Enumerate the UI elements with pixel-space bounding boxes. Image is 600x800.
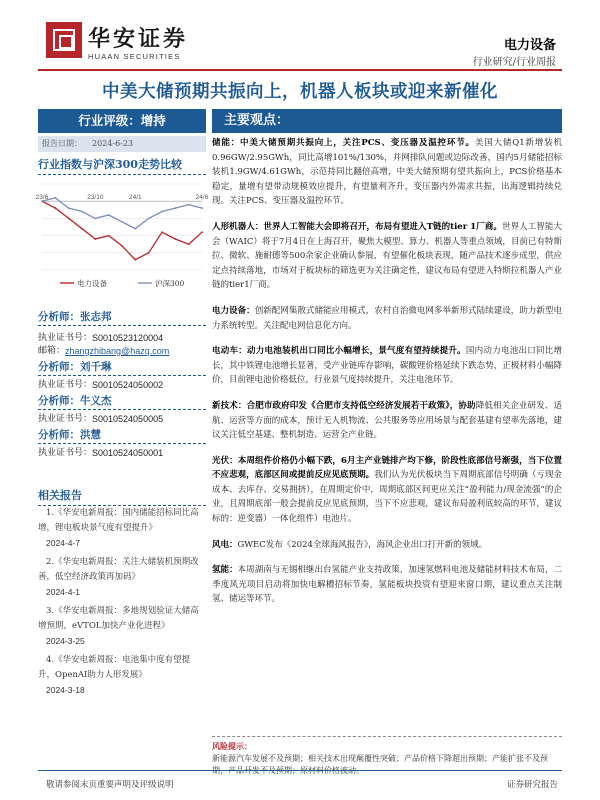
series-line-power-equipment — [42, 201, 202, 260]
logo-english-name: HUAAN SECURITIES — [88, 52, 181, 61]
view-body: 本周湖南与无锡相继出台氢能产业支持政策，加速氢燃料电池及储能材料技术布局，二季度风光项目启动将加快电解槽招标节奏，氢能板块投资有望迎来窗口期，建议重点关注制氢、储运等环节。 — [212, 565, 562, 605]
analyst-role-label: 分析师： — [38, 395, 80, 407]
analyst-list — [38, 310, 206, 460]
view-lead: 电力设备： — [212, 305, 255, 316]
report-title: 中美大储预期共振向上，机器人板块或迎来新催化 — [102, 82, 498, 102]
view-hydrogen — [212, 563, 562, 607]
analyst-name — [38, 428, 206, 444]
related-report-date: 2024-4-7 — [46, 538, 81, 548]
data-point — [174, 238, 176, 240]
view-lead: 氢能： — [212, 565, 238, 576]
logo-chinese-name: 华安证券 — [88, 26, 189, 52]
view-ev — [212, 344, 562, 388]
view-body: 降低相关企业研发、适航、运营等方面的成本，预计无人机物流、公共服务等应用场景与配套基建有望率先落地，建议关注低空基建、整机制造、运营全产业链。 — [212, 400, 562, 441]
email-label: 邮箱： — [38, 346, 66, 356]
analyst-block — [38, 310, 206, 358]
analyst-name — [38, 360, 206, 376]
data-point — [188, 243, 190, 245]
view-new-tech — [212, 399, 562, 443]
view-body: 创新配网集散式储能应用模式，农村自治微电网多举新形式陆续建设，助力新型电力系统转型。关注配电网信息化方向。 — [212, 305, 562, 331]
report-date — [38, 136, 206, 152]
view-body: 美国大储Q1新增装机0.96GW/2.95GWh，同比高增101%/130%，并网排队问题或边际改善，国内5月储能招标装机1.9GW/4.61GWh，示范持同比翻倍高增，中美大储预期有望共振向上，PCS价格基本稳定，量增有望带动规模效应提升，有望量利齐升，变压器内外需求共振，出海逻辑持续兑现。关注PCS、变压器及温控环节。 — [212, 138, 562, 207]
data-point — [94, 218, 96, 220]
view-body: 我们认为光伏板块当下周期底部信号明确（亏现金成本、去库存、交易拥挤），在周期定价中，周期底部区间更应关注“盈利能力/现金流强”的企业，且周期底部一般会提前反应见底预期，当下不应悲观，建议布局盈利底较高的环节，建议标的：逆变器）一体化组件）电池片。 — [212, 470, 562, 525]
x-tick-label: 24/1 — [129, 194, 142, 202]
risk-text: 新能源汽车发展不及预期；相关技术出现颠覆性突破；产品价格下降超出预期；产能扩张不及预期，产品开发不及预期；原材料价格波动。 — [212, 753, 548, 775]
cert-label: 执业证书号： — [38, 380, 93, 390]
x-tick-label: 23/10 — [87, 194, 104, 202]
analyst-role-label: 分析师： — [38, 361, 80, 373]
sector-label: 电力设备 — [503, 38, 556, 53]
data-point — [201, 207, 203, 209]
related-report-item[interactable] — [38, 555, 206, 600]
main-views-body — [212, 136, 562, 618]
related-report-title: 4.《华安电新周报：电池集中度有望提升，OpenAI助力人形发展》 — [38, 655, 191, 680]
data-point — [148, 218, 150, 220]
data-point — [68, 207, 70, 209]
analyst-email-link[interactable]: zhangzhibang@hazq.com — [65, 346, 170, 356]
data-point — [54, 207, 56, 209]
view-lead: 光伏：本周组件价格仍小幅下跌，6月主产业链排产均下修，阶段性底部信号渐强，当下位置不应悲观，底部区间或提前反应见底预期。 — [212, 455, 562, 481]
analyst-name-value: 刘千琳 — [80, 361, 112, 373]
view-lead: 风电： — [212, 539, 238, 550]
related-report-date: 2024-3-18 — [46, 685, 85, 695]
related-reports-heading: 相关报告 — [38, 487, 206, 506]
related-report-item[interactable] — [38, 604, 206, 649]
legend-label: 电力设备 — [77, 279, 107, 288]
chart-heading: 行业指数与沪深300走势比较 — [38, 156, 206, 175]
analyst-role-label: 分析师： — [38, 311, 80, 323]
analyst-cert-row — [38, 447, 206, 460]
report-date-value: 2024-6-23 — [92, 139, 134, 148]
view-lead: 新技术：合肥市政府印发《合肥市支持低空经济发展若干政策》，协助 — [212, 400, 476, 411]
analyst-cert-row — [38, 379, 206, 392]
analyst-name — [38, 394, 206, 410]
analyst-email-row — [38, 345, 206, 358]
related-report-item[interactable] — [38, 653, 206, 698]
data-point — [188, 204, 190, 206]
legend-label: 沪深300 — [155, 279, 185, 288]
view-body: 国内动力电池出口同比增长，其中铁锂电池增长显著，受产业链库存影响，碳酸锂价格延续下跌态势，正极材料小幅降价，目前锂电池价格低位，行业景气度持续提升，关注电池环节。 — [212, 346, 562, 386]
related-report-title: 2.《华安电新周报：关注大储装机预期改善，低空经济政策再加码》 — [38, 557, 199, 582]
report-date-label: 报告日期： — [42, 139, 82, 148]
cert-number: S0010524050002 — [92, 380, 164, 390]
view-lead: 人形机器人：世界人工智能大会即将召开，布局有望进入T链的tier 1厂商。 — [212, 221, 502, 232]
report-header — [0, 0, 600, 74]
related-report-date: 2024-4-1 — [46, 587, 81, 597]
analyst-cert-row — [38, 413, 206, 426]
analyst-block — [38, 360, 206, 392]
data-point — [161, 211, 163, 213]
data-point — [54, 197, 56, 199]
cert-label: 执业证书号： — [38, 448, 93, 458]
analyst-name — [38, 310, 206, 326]
view-lead: 储能：中美大储预期共振向上，关注PCS、变压器及温控环节。 — [212, 138, 475, 148]
risk-heading: 风险提示： — [212, 741, 252, 751]
cert-label: 执业证书号： — [38, 333, 93, 343]
view-wind — [212, 538, 562, 553]
analyst-name-value: 牛义杰 — [80, 395, 112, 407]
x-tick-label: 24/6 — [195, 194, 209, 202]
disclaimer-note: 敬请参阅末页重要声明及评级说明 — [46, 780, 174, 790]
data-point — [81, 211, 83, 213]
analyst-name-value: 张志邦 — [80, 311, 112, 323]
data-point — [94, 238, 96, 240]
page-footer — [38, 770, 562, 790]
cert-number: S0010524050001 — [92, 448, 164, 458]
footer-report-type: 证券研究报告 — [506, 780, 558, 790]
view-storage — [212, 136, 562, 209]
data-point — [68, 218, 70, 220]
index-comparison-chart — [35, 178, 209, 296]
data-point — [201, 231, 203, 233]
view-body: 世界人工智能大会（WAIC）将于7月4日在上海召开，聚焦大模型、算力、机器人等重点领域，目前已有特斯拉、微软、施耐德等500余家企业确认参展，有望催化板块表现，随产品技术逐步成型，供应定点持续落地，市场对于板块标的筛选更为关注确定性，建议布局有望进入特斯拉机器人产业链的tier1厂商。 — [212, 221, 562, 291]
data-point — [121, 245, 123, 247]
related-report-title: 1.《华安电新周报：国内储能招标同比高增，锂电板块景气度有望提升》 — [38, 508, 199, 533]
report-type-label: 行业研究/行业周报 — [472, 57, 556, 68]
main-views-heading: 主要观点： — [212, 109, 562, 133]
analyst-block — [38, 394, 206, 426]
analyst-role-label: 分析师： — [38, 429, 80, 441]
company-logo-icon — [46, 22, 82, 58]
series-line-csi300 — [42, 198, 202, 229]
chart-svg — [35, 178, 209, 296]
analyst-name-value: 洪慧 — [80, 429, 101, 441]
related-reports-list — [38, 506, 206, 702]
data-point — [108, 235, 110, 237]
data-point — [108, 214, 110, 216]
left-column — [35, 156, 209, 460]
data-point — [134, 228, 136, 230]
view-lead: 电动车：动力电池装机出口同比小幅增长，景气度有望持续提升。 — [212, 346, 466, 357]
data-point — [121, 221, 123, 223]
x-tick-label: 23/6 — [35, 194, 49, 202]
data-point — [148, 252, 150, 254]
header-divider — [38, 69, 562, 71]
data-point — [134, 259, 136, 261]
view-photovoltaic — [212, 454, 562, 527]
related-report-date: 2024-3-25 — [46, 636, 85, 646]
related-report-item[interactable] — [38, 506, 206, 551]
cert-number: S0010524050005 — [92, 414, 164, 424]
view-humanoid-robot — [212, 220, 562, 293]
data-point — [161, 231, 163, 233]
related-report-title: 3.《华安电新周报：多地规划验证大储高增预期，eVTOL加快产业化进程》 — [38, 606, 199, 631]
view-body: GWEC发布《2024全球海风报告》，海风企业出口打开新的领域。 — [237, 539, 488, 550]
view-power-equipment — [212, 304, 562, 333]
data-point — [81, 228, 83, 230]
analyst-block — [38, 428, 206, 460]
data-point — [174, 207, 176, 209]
industry-rating: 行业评级：增持 — [38, 109, 206, 133]
cert-label: 执业证书号： — [38, 414, 93, 424]
analyst-cert-row — [38, 332, 206, 345]
cert-number: S0010523120004 — [92, 333, 164, 343]
